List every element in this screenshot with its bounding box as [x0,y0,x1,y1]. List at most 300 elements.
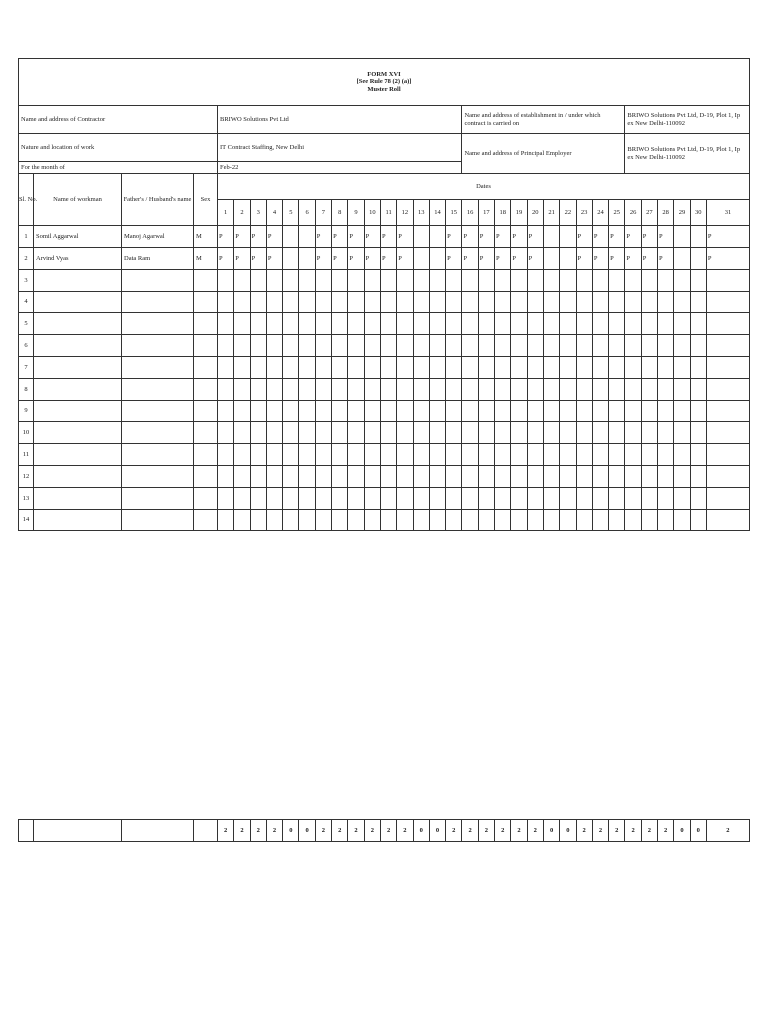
attendance-mark [674,422,690,444]
attendance-mark: P [592,226,608,248]
attendance-mark [592,487,608,509]
total-count: 0 [299,820,315,842]
attendance-mark [446,422,462,444]
attendance-mark [315,335,331,357]
attendance-mark [543,465,559,487]
attendance-mark [690,335,706,357]
attendance-mark: P [218,247,234,269]
row-sex [194,465,218,487]
attendance-mark: P [315,226,331,248]
info-row-work [19,134,750,162]
attendance-mark [658,487,674,509]
attendance-mark [348,269,364,291]
attendance-mark [380,269,396,291]
attendance-mark [674,291,690,313]
day-header-8: 8 [332,200,348,226]
attendance-mark [690,226,706,248]
attendance-mark [674,313,690,335]
row-sex [194,509,218,531]
attendance-mark [560,444,576,466]
attendance-mark [429,509,445,531]
table-row [19,226,750,248]
row-sl: 2 [19,247,34,269]
attendance-mark [592,509,608,531]
row-father-name [122,444,194,466]
attendance-mark [315,400,331,422]
attendance-mark [511,465,527,487]
table-row [19,509,750,531]
attendance-mark [560,291,576,313]
attendance-mark [234,400,250,422]
table-row [19,313,750,335]
table-row [19,400,750,422]
attendance-mark [560,487,576,509]
month-label: For the month of [19,162,218,174]
attendance-mark [560,422,576,444]
contractor-value: BRIWO Solutions Pvt Ltd [218,106,462,134]
day-header-23: 23 [576,200,592,226]
attendance-mark [429,356,445,378]
attendance-mark [478,313,494,335]
day-header-22: 22 [560,200,576,226]
attendance-mark [380,509,396,531]
attendance-mark [299,356,315,378]
attendance-mark [348,444,364,466]
row-sl: 7 [19,356,34,378]
attendance-mark [283,356,299,378]
attendance-mark: P [397,226,413,248]
attendance-mark [706,487,749,509]
attendance-mark [364,487,380,509]
attendance-mark [495,269,511,291]
attendance-mark [250,422,266,444]
attendance-mark [527,356,543,378]
attendance-mark [380,378,396,400]
attendance-mark [218,356,234,378]
attendance-mark [706,291,749,313]
attendance-mark [576,335,592,357]
attendance-mark [348,487,364,509]
attendance-mark [234,356,250,378]
attendance-mark [462,465,478,487]
attendance-mark [234,465,250,487]
attendance-mark: P [364,226,380,248]
attendance-mark [495,509,511,531]
attendance-mark [478,378,494,400]
attendance-mark: P [266,226,282,248]
day-header-4: 4 [266,200,282,226]
attendance-mark [690,313,706,335]
attendance-mark [625,356,641,378]
total-count: 0 [543,820,559,842]
attendance-mark [543,487,559,509]
total-count: 2 [348,820,364,842]
attendance-mark: P [266,247,282,269]
attendance-mark [315,356,331,378]
attendance-mark: P [511,226,527,248]
attendance-mark [250,465,266,487]
attendance-mark [706,269,749,291]
attendance-mark [543,444,559,466]
attendance-mark [283,487,299,509]
attendance-mark [495,487,511,509]
row-sex [194,487,218,509]
day-header-28: 28 [658,200,674,226]
attendance-mark: P [658,247,674,269]
attendance-mark [364,378,380,400]
attendance-mark [299,444,315,466]
attendance-mark: P [380,247,396,269]
attendance-mark [397,487,413,509]
attendance-mark [690,400,706,422]
attendance-mark [348,291,364,313]
attendance-mark [543,313,559,335]
day-header-3: 3 [250,200,266,226]
attendance-mark [266,400,282,422]
attendance-mark [609,422,625,444]
attendance-mark [397,422,413,444]
attendance-mark [429,291,445,313]
attendance-mark [364,313,380,335]
attendance-mark [413,378,429,400]
row-workman-name [34,356,122,378]
attendance-mark [429,335,445,357]
attendance-mark [625,422,641,444]
row-father-name: Data Ram [122,247,194,269]
table-row [19,247,750,269]
attendance-mark [299,509,315,531]
form-title-line3: Muster Roll [367,85,401,93]
attendance-mark [413,291,429,313]
attendance-mark: P [250,226,266,248]
attendance-mark [527,487,543,509]
row-sex [194,335,218,357]
attendance-mark [576,269,592,291]
attendance-mark [234,509,250,531]
total-count: 0 [690,820,706,842]
attendance-mark [609,465,625,487]
row-workman-name [34,313,122,335]
attendance-mark [348,400,364,422]
attendance-mark: P [364,247,380,269]
attendance-mark [332,444,348,466]
attendance-mark [380,356,396,378]
attendance-mark [706,509,749,531]
attendance-mark [609,509,625,531]
attendance-mark [266,291,282,313]
attendance-mark [706,356,749,378]
day-header-21: 21 [543,200,559,226]
row-sl: 3 [19,269,34,291]
form-header-row [19,59,750,106]
attendance-mark [625,291,641,313]
attendance-mark [315,269,331,291]
attendance-mark [478,291,494,313]
attendance-mark: P [527,226,543,248]
col-name: Name of workman [34,174,122,226]
attendance-mark [592,400,608,422]
attendance-mark [283,422,299,444]
attendance-mark: P [348,247,364,269]
attendance-mark [658,378,674,400]
attendance-mark [250,487,266,509]
attendance-mark [543,247,559,269]
attendance-mark: P [462,226,478,248]
day-header-5: 5 [283,200,299,226]
row-sex [194,313,218,335]
table-row [19,335,750,357]
attendance-mark [625,444,641,466]
attendance-mark [315,313,331,335]
attendance-mark [462,400,478,422]
row-father-name [122,335,194,357]
attendance-mark [462,444,478,466]
row-father-name [122,465,194,487]
totals-section [18,819,750,842]
total-count: 2 [625,820,641,842]
attendance-mark [609,400,625,422]
attendance-mark [674,335,690,357]
attendance-mark [250,509,266,531]
attendance-mark [413,444,429,466]
attendance-mark [380,335,396,357]
attendance-mark [250,313,266,335]
attendance-mark [495,422,511,444]
attendance-mark [543,226,559,248]
attendance-mark [413,226,429,248]
day-header-2: 2 [234,200,250,226]
attendance-mark: P [592,247,608,269]
attendance-mark [625,400,641,422]
attendance-mark: P [641,247,657,269]
attendance-mark [560,269,576,291]
row-father-name [122,313,194,335]
row-father-name [122,509,194,531]
attendance-mark [332,422,348,444]
attendance-mark [299,378,315,400]
attendance-mark [478,400,494,422]
attendance-mark [527,465,543,487]
attendance-mark [299,291,315,313]
total-count: 2 [364,820,380,842]
attendance-mark [266,313,282,335]
attendance-mark [397,356,413,378]
attendance-mark [674,444,690,466]
attendance-mark [397,509,413,531]
attendance-mark [706,444,749,466]
attendance-mark [495,291,511,313]
attendance-mark [462,335,478,357]
attendance-mark [446,509,462,531]
attendance-mark [658,269,674,291]
attendance-mark [283,247,299,269]
attendance-mark [364,465,380,487]
row-father-name: Manoj Agarwal [122,226,194,248]
attendance-mark: P [625,226,641,248]
table-row [19,356,750,378]
row-sl: 5 [19,313,34,335]
attendance-mark [397,291,413,313]
attendance-mark [543,422,559,444]
attendance-mark [511,313,527,335]
attendance-mark [706,400,749,422]
attendance-mark [641,269,657,291]
row-sex: M [194,247,218,269]
total-count: 2 [641,820,657,842]
attendance-mark [690,247,706,269]
attendance-mark [299,226,315,248]
attendance-mark: P [380,226,396,248]
row-sl: 4 [19,291,34,313]
attendance-mark [380,487,396,509]
attendance-mark [299,400,315,422]
attendance-mark [380,400,396,422]
attendance-mark [332,400,348,422]
table-row [19,291,750,313]
attendance-mark: P [315,247,331,269]
total-count: 2 [234,820,250,842]
attendance-mark: P [332,226,348,248]
row-sex [194,378,218,400]
attendance-mark [511,335,527,357]
attendance-mark [380,465,396,487]
attendance-mark [218,335,234,357]
day-header-11: 11 [380,200,396,226]
day-header-1: 1 [218,200,234,226]
attendance-mark: P [527,247,543,269]
attendance-mark [641,422,657,444]
attendance-mark [674,356,690,378]
attendance-mark [690,509,706,531]
attendance-mark [625,313,641,335]
attendance-mark [446,291,462,313]
attendance-mark [364,356,380,378]
attendance-mark [413,465,429,487]
attendance-mark [478,487,494,509]
attendance-mark: P [706,226,749,248]
day-header-19: 19 [511,200,527,226]
totals-blank [34,820,122,842]
day-header-16: 16 [462,200,478,226]
attendance-mark [511,444,527,466]
day-header-27: 27 [641,200,657,226]
attendance-mark [397,400,413,422]
attendance-mark [283,335,299,357]
attendance-mark [462,509,478,531]
attendance-mark: P [234,226,250,248]
attendance-mark [690,378,706,400]
attendance-mark [592,291,608,313]
attendance-mark [234,291,250,313]
row-sl: 12 [19,465,34,487]
attendance-mark [527,400,543,422]
total-count: 0 [283,820,299,842]
attendance-mark [674,378,690,400]
attendance-mark [495,378,511,400]
day-header-24: 24 [592,200,608,226]
attendance-mark: P [641,226,657,248]
attendance-mark [576,378,592,400]
attendance-mark [690,422,706,444]
totals-row [19,820,750,842]
attendance-mark [706,313,749,335]
attendance-mark [641,356,657,378]
row-workman-name [34,378,122,400]
row-sl: 10 [19,422,34,444]
attendance-mark [380,291,396,313]
total-count: 0 [429,820,445,842]
total-count: 2 [478,820,494,842]
attendance-mark [690,444,706,466]
attendance-mark [658,509,674,531]
attendance-mark [625,509,641,531]
attendance-mark [641,313,657,335]
attendance-mark [495,400,511,422]
attendance-mark: P [495,247,511,269]
row-workman-name: Arvind Vyas [34,247,122,269]
attendance-mark [641,509,657,531]
attendance-mark [478,509,494,531]
row-workman-name [34,400,122,422]
attendance-mark [315,291,331,313]
attendance-mark [625,378,641,400]
info-row-contractor [19,106,750,134]
attendance-mark [511,422,527,444]
total-count: 2 [592,820,608,842]
row-sex [194,422,218,444]
attendance-mark: P [462,247,478,269]
attendance-mark [218,378,234,400]
attendance-mark [658,356,674,378]
attendance-mark [641,465,657,487]
table-row [19,465,750,487]
form-title-line2: [See Rule 78 (2) (a)] [356,78,412,86]
attendance-mark [299,335,315,357]
attendance-mark [674,487,690,509]
attendance-mark [674,269,690,291]
attendance-mark [348,509,364,531]
attendance-mark [592,465,608,487]
attendance-mark [543,400,559,422]
attendance-mark [658,335,674,357]
col-dates: Dates [218,174,750,200]
attendance-mark [625,487,641,509]
attendance-mark [478,465,494,487]
table-row [19,269,750,291]
attendance-mark: P [446,247,462,269]
attendance-mark [543,269,559,291]
attendance-mark [250,444,266,466]
attendance-mark [674,247,690,269]
attendance-mark [315,509,331,531]
attendance-mark [511,487,527,509]
attendance-mark [413,487,429,509]
day-header-26: 26 [625,200,641,226]
attendance-mark: P [218,226,234,248]
attendance-mark [380,444,396,466]
attendance-mark [397,444,413,466]
col-father: Father's / Husband's name [122,174,194,226]
attendance-mark [690,291,706,313]
attendance-mark [641,487,657,509]
total-count: 2 [332,820,348,842]
row-sex [194,400,218,422]
total-count: 2 [250,820,266,842]
row-father-name [122,291,194,313]
row-sl: 8 [19,378,34,400]
attendance-mark [332,378,348,400]
attendance-mark [364,444,380,466]
